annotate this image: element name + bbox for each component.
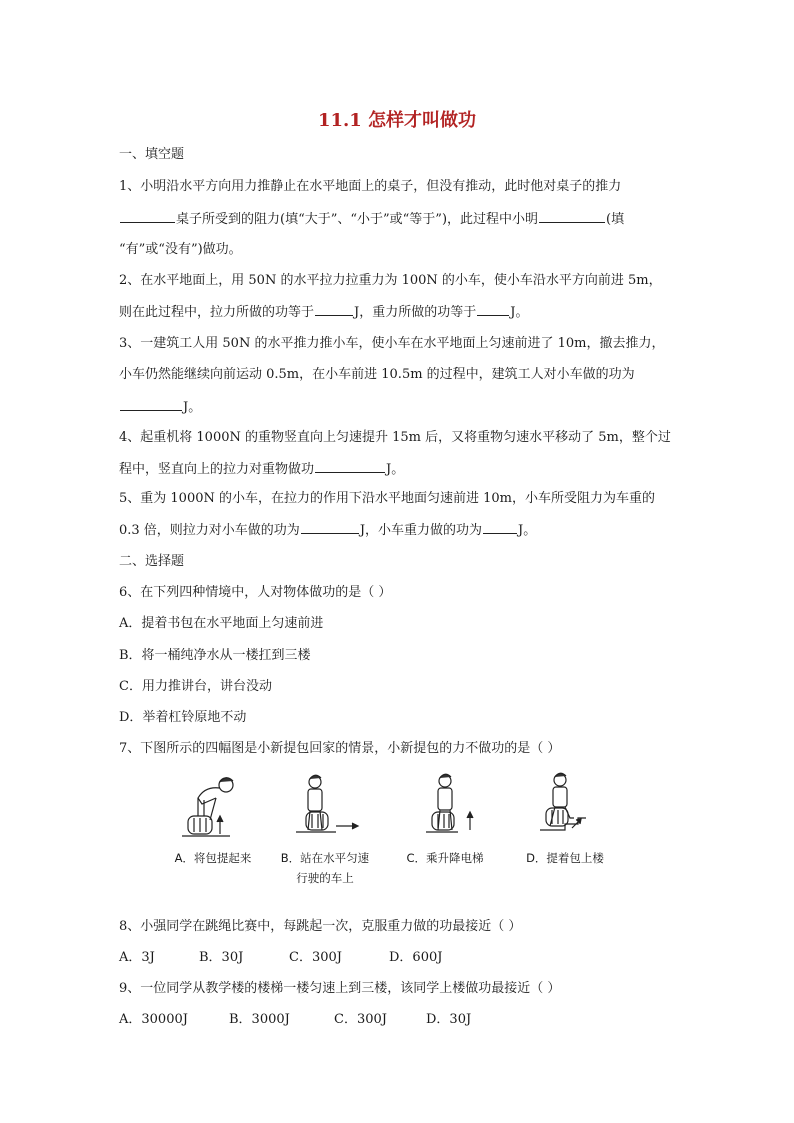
figure-b-on-car: [296, 775, 358, 832]
q9-options: [119, 1011, 471, 1029]
q1-line3: “有”或“没有”)做功。: [119, 242, 242, 257]
q4-blank[interactable]: [315, 460, 385, 473]
q2-blank-1[interactable]: [315, 303, 353, 316]
q8-options: [119, 949, 442, 967]
q6-stem: 6、在下列四种情境中，人对物体做功的是（ ）: [119, 585, 392, 600]
q7-caption-d: D．提着包上楼: [526, 851, 604, 865]
section-choice: 二、选择题: [119, 554, 185, 569]
q5-line2: [119, 521, 536, 540]
q1-blank-2[interactable]: [539, 210, 605, 223]
q8-stem: 8、小强同学在跳绳比赛中，每跳起一次，克服重力做的功最接近（ ）: [119, 919, 522, 934]
q9-option-a[interactable]: A．30000J: [119, 1012, 188, 1027]
q7-caption-b-line2: 行驶的车上: [296, 871, 354, 885]
q3-line1: 3、一建筑工人用 50N 的水平推力推小车，使小车在水平地面上匀速前进了 10m，撤去推力，: [119, 336, 665, 351]
q2-line2-tail: J。: [510, 305, 529, 320]
figure-a-lifting-bag: [182, 778, 233, 836]
q1-line2-text: 桌子所受到的阻力(填“大于”、“小于”或“等于”)，此过程中小明: [176, 212, 539, 227]
q5-line2-mid: J，小车重力做的功为: [359, 523, 483, 538]
q4-line2: [119, 460, 404, 479]
q3-line2: 小车仍然能继续向前运动 0.5m，在小车前进 10.5m 的过程中，建筑工人对小车做的功为: [119, 367, 635, 382]
q1-line2-tail: (填: [606, 212, 625, 227]
page-title: 11.1 怎样才叫做功: [317, 110, 477, 131]
q3-blank[interactable]: [120, 398, 182, 411]
q6-option-d[interactable]: D．举着杠铃原地不动: [119, 710, 247, 725]
q7-caption-b-line1: B．站在水平匀速: [280, 851, 370, 865]
q8-option-b[interactable]: B．30J: [199, 950, 244, 965]
figure-c-elevator: [426, 774, 473, 832]
q5-line2-tail: J。: [518, 523, 537, 538]
q1-line1: 1、小明沿水平方向用力推静止在水平地面上的桌子，但没有推动，此时他对桌子的推力: [119, 179, 622, 194]
q1-line2: [119, 210, 624, 229]
q2-line2-text: 则在此过程中，拉力所做的功等于: [119, 305, 315, 320]
q7-stem: 7、下图所示的四幅图是小新提包回家的情景，小新提包的力不做功的是（ ）: [119, 741, 561, 756]
q2-blank-2[interactable]: [477, 303, 509, 316]
q8-option-d[interactable]: D．600J: [389, 950, 443, 965]
q2-line2: [119, 303, 528, 322]
q9-option-d[interactable]: D．30J: [426, 1012, 472, 1027]
q7-figure: [160, 768, 620, 898]
q6-option-a[interactable]: A．提着书包在水平地面上匀速前进: [119, 616, 324, 631]
q9-option-b[interactable]: B．3000J: [229, 1012, 290, 1027]
q2-line2-mid: J，重力所做的功等于: [354, 305, 477, 320]
q3-line3: [119, 398, 201, 417]
q6-option-c[interactable]: C．用力推讲台，讲台没动: [119, 679, 272, 694]
q9-stem: 9、一位同学从教学楼的楼梯一楼匀速上到三楼，该同学上楼做功最接近（ ）: [119, 981, 561, 996]
q9-option-c[interactable]: C．300J: [334, 1012, 387, 1027]
figure-d-stairs: [540, 773, 586, 830]
q5-blank-2[interactable]: [483, 521, 517, 534]
q8-option-a[interactable]: A．3J: [119, 950, 155, 965]
q7-illustrations: [160, 768, 620, 848]
q1-blank-1[interactable]: [120, 210, 175, 223]
q7-caption-a: A．将包提起来: [174, 851, 252, 865]
q4-line1: 4、起重机将 1000N 的重物竖直向上匀速提升 15m 后，又将重物匀速水平移动了 5m，整个过: [119, 430, 671, 445]
q4-line2-text: 程中，竖直向上的拉力对重物做功: [119, 462, 315, 477]
q5-line2-text: 0.3 倍，则拉力对小车做的功为: [119, 523, 300, 538]
q2-line1: 2、在水平地面上，用 50N 的水平拉力拉重力为 100N 的小车，使小车沿水平方向前进 5m，: [119, 273, 662, 288]
q5-line1: 5、重为 1000N 的小车，在拉力的作用下沿水平地面匀速前进 10m，小车所受阻力为车重的: [119, 491, 655, 506]
q6-option-b[interactable]: B．将一桶纯净水从一楼扛到三楼: [119, 648, 311, 663]
q4-line2-tail: J。: [386, 462, 405, 477]
section-fill-blank: 一、填空题: [119, 147, 185, 162]
q7-caption-c: C．乘升降电梯: [406, 851, 484, 865]
q8-option-c[interactable]: C．300J: [289, 950, 342, 965]
q3-line3-tail: J。: [183, 400, 202, 415]
q5-blank-1[interactable]: [301, 521, 359, 534]
